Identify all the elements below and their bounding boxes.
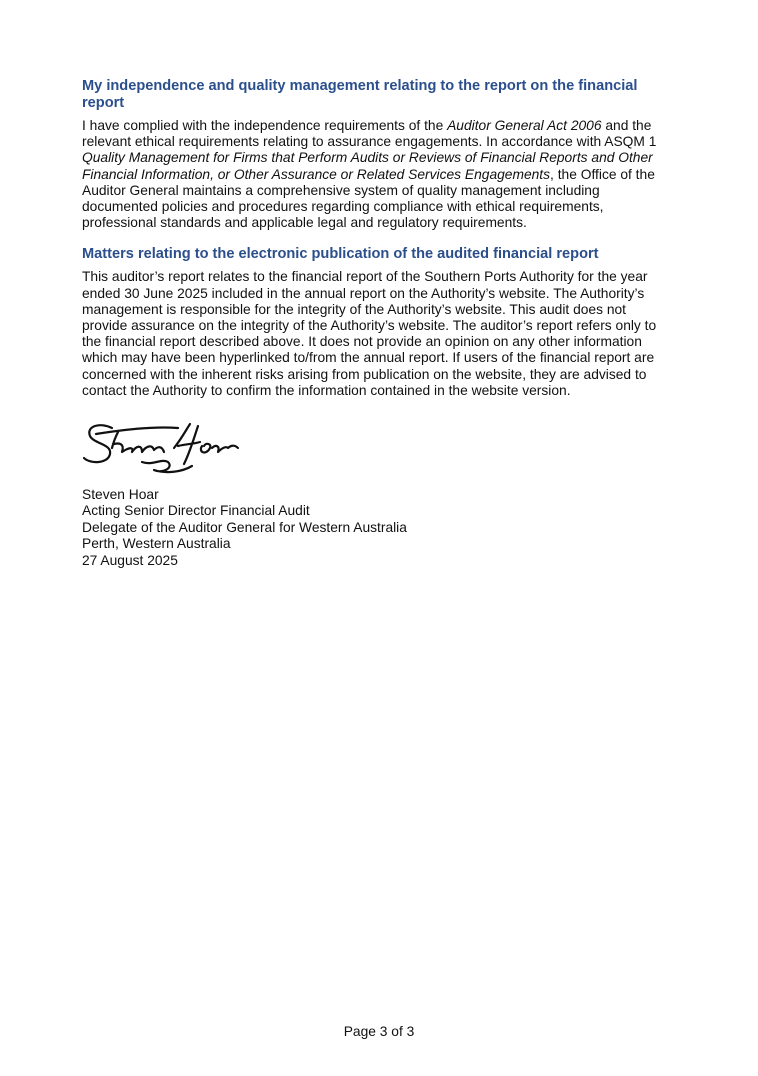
- report-content: [82, 78, 672, 399]
- independence-text-1: I have complied with the independence requirements of the: [82, 118, 448, 133]
- electronic-publication-paragraph: This auditor’s report relates to the financial report of the Southern Ports Authority for the year ended 30 June 2025 included in the annual report on the Authority’s website. The Authority’s management is responsible for the integrity of the Authority’s website. This audit does not provide assurance on the integrity of the Authority’s website. The auditor’s report refers only to the financial report described above. It does not provide an opinion on any other information which may have been hyperlinked to/from the annual report. If users of the financial report are concerned with the inherent risks arising from publication on the website, they are advised to contact the Authority to confirm the information contained in the website version.: [82, 269, 657, 398]
- independence-text-2: and the relevant ethical requirements relating to assurance engagements. In accordance with ASQM 1: [82, 118, 657, 150]
- independence-act-title: Auditor General Act 2006: [447, 118, 602, 133]
- page-number: Page 3 of 3: [343, 1024, 415, 1039]
- signing-location: Perth, Western Australia: [82, 536, 231, 552]
- signing-date: 27 August 2025: [82, 552, 178, 568]
- signoff-block: [82, 487, 407, 569]
- signatory-name: Steven Hoar: [82, 487, 159, 502]
- signature-icon: [82, 418, 242, 486]
- handwritten-signature: [82, 418, 242, 486]
- independence-text-3: , the Office of the Auditor General maintains a comprehensive system of quality management including documented policies and procedures regarding compliance with ethical requirements, professional standards and applicable legal and regulatory requirements.: [82, 166, 655, 231]
- independence-paragraph: [82, 118, 672, 231]
- signatory-delegation: Delegate of the Auditor General for Western Australia: [82, 519, 407, 535]
- independence-heading: My independence and quality management relating to the report on the financial report: [82, 78, 638, 111]
- electronic-publication-heading: Matters relating to the electronic publication of the audited financial report: [82, 246, 599, 263]
- signatory-title: Acting Senior Director Financial Audit: [82, 503, 310, 519]
- asqm-standard-title: Quality Management for Firms that Perform Audits or Reviews of Financial Reports and Other Financial Information, or Other Assurance or Related Services Engagements: [82, 150, 653, 182]
